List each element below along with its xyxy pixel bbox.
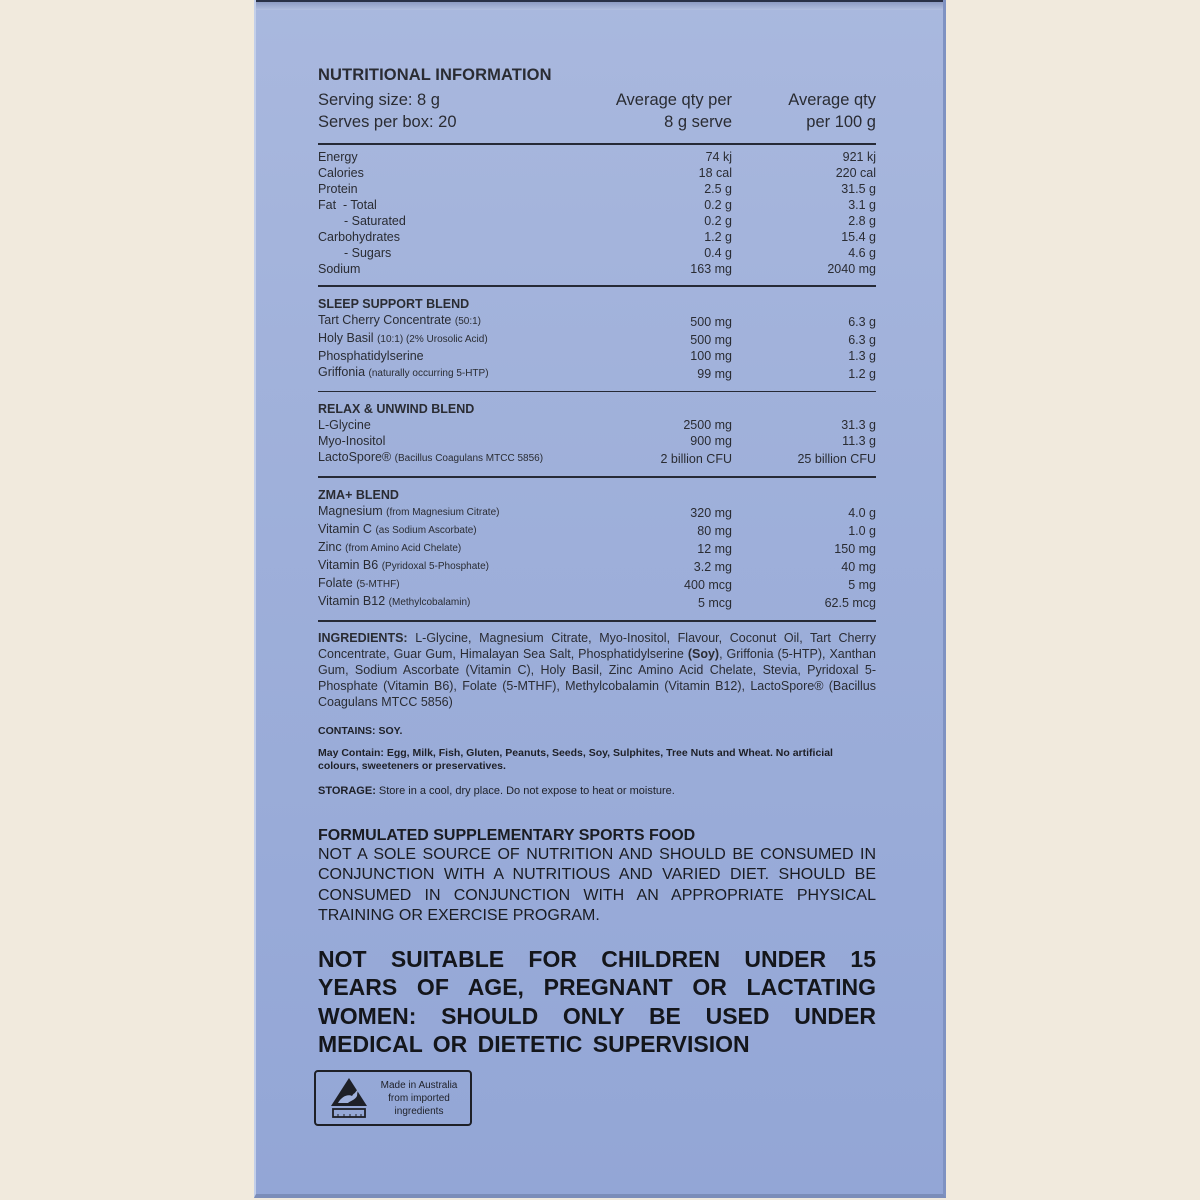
may-contain-allergens: May Contain: Egg, Milk, Fish, Gluten, Peanuts, Seeds, Soy, Sulphites, Tree Nuts and Wheat. No artificial colours, sweeteners or preservatives. — [318, 746, 833, 772]
sleep-blend-table — [318, 312, 876, 382]
per-serve-value: 900 mg — [690, 434, 732, 448]
per-serve-value: 0.4 g — [704, 246, 732, 260]
relax-blend-table — [318, 417, 876, 467]
per-100g-value: 2040 mg — [827, 262, 876, 276]
table-row — [318, 312, 876, 330]
table-row — [318, 557, 876, 575]
ingredient-name: L-Glycine — [318, 418, 371, 432]
zma-blend-table — [318, 503, 876, 611]
nutrient-name: Fat - Total — [318, 198, 377, 212]
table-row — [318, 197, 876, 213]
nutrient-name: Carbohydrates — [318, 230, 400, 244]
per-serve-value: 500 mg — [690, 314, 732, 329]
per-serve-value: 1.2 g — [704, 230, 732, 244]
nutrient-name: Protein — [318, 182, 358, 196]
ingredient-name: Holy Basil (10:1) (2% Urosolic Acid) — [318, 330, 488, 345]
per-100g-value: 31.5 g — [841, 182, 876, 196]
sleep-support-blend — [318, 296, 876, 382]
per-serve-value: 2500 mg — [683, 418, 732, 432]
col-header-per-100g-2: per 100 g — [806, 113, 876, 131]
label-content — [318, 66, 876, 1059]
ingredient-name: Vitamin B12 (Methylcobalamin) — [318, 593, 471, 608]
per-serve-value: 74 kj — [705, 150, 732, 164]
ingredient-name: Magnesium (from Magnesium Citrate) — [318, 503, 500, 518]
ingredient-name: LactoSpore® (Bacillus Coagulans MTCC 5856) — [318, 450, 544, 464]
contains-allergen: CONTAINS: SOY. — [318, 724, 403, 737]
table-row — [318, 593, 876, 611]
table-row — [318, 364, 876, 382]
table-row — [318, 149, 876, 165]
serves-per-box: Serves per box: 20 — [318, 113, 457, 131]
per-100g-value: 40 mg — [841, 559, 876, 574]
col-header-per-serve-2: 8 g serve — [664, 113, 732, 131]
per-serve-value: 163 mg — [690, 262, 732, 276]
table-row — [318, 575, 876, 593]
table-row — [318, 330, 876, 348]
per-100g-value: 1.0 g — [848, 523, 876, 538]
nutrition-table — [318, 149, 876, 277]
per-serve-value: 80 mg — [697, 523, 732, 538]
nutrient-name: Sodium — [318, 262, 361, 276]
ingredient-name: Vitamin B6 (Pyridoxal 5-Phosphate) — [318, 557, 489, 572]
per-100g-value: 6.3 g — [848, 332, 876, 347]
per-100g-value: 921 kj — [842, 150, 876, 164]
table-row — [318, 229, 876, 245]
per-100g-value: 25 billion CFU — [797, 452, 876, 466]
made-in-australia-text: Made in Australia from imported ingredients — [380, 1079, 458, 1117]
nutrient-name: - Sugars — [344, 246, 392, 260]
made-in-australia-badge — [314, 1070, 472, 1126]
per-serve-value: 18 cal — [698, 166, 732, 180]
ingredient-name: Zinc (from Amino Acid Chelate) — [318, 539, 462, 554]
nutrition-title: NUTRITIONAL INFORMATION — [318, 66, 552, 84]
divider — [318, 476, 876, 478]
per-serve-value: 0.2 g — [704, 198, 732, 212]
table-row — [318, 417, 876, 433]
table-row — [318, 433, 876, 449]
ingredients-list: INGREDIENTS: L-Glycine, Magnesium Citrate, Myo-Inositol, Flavour, Coconut Oil, Tart Cherry Concentrate, Guar Gum, Himalayan Sea Salt, Phosphatidylserine (Soy), Griffonia (5-HTP), Xanthan Gum, Sodium Ascorbate (Vitamin C), Holy Basil, Zinc Amino Acid Chelate, Stevia, Pyridoxal 5-Phosphate (Vitamin B6), Folate (5-MTHF), Methylcobalamin (Vitamin B12), LactoSpore® (Bacillus Coagulans MTCC 5856) — [318, 630, 877, 710]
per-100g-value: 3.1 g — [848, 198, 876, 212]
per-serve-value: 500 mg — [690, 332, 732, 347]
ingredient-name: Griffonia (naturally occurring 5-HTP) — [318, 364, 489, 379]
ingredient-name: Vitamin C (as Sodium Ascorbate) — [318, 521, 477, 536]
per-100g-value: 11.3 g — [842, 434, 876, 448]
per-100g-value: 220 cal — [835, 166, 876, 180]
table-row — [318, 181, 876, 197]
divider — [318, 285, 876, 287]
zma-blend — [318, 487, 876, 611]
divider — [318, 391, 876, 393]
warning-statement: NOT SUITABLE FOR CHILDREN UNDER 15 YEARS OF AGE, PREGNANT OR LACTATING WOMEN: SHOULD ONLY BE USED UNDER MEDICAL OR DIETETIC SUPERVISION — [318, 945, 876, 1058]
divider — [318, 143, 876, 145]
storage-instructions: STORAGE: Store in a cool, dry place. Do not expose to heat or moisture. — [318, 784, 675, 797]
per-100g-value: 1.2 g — [848, 366, 876, 381]
nutrient-name: Energy — [318, 150, 358, 164]
col-header-per-100g-1: Average qty — [788, 91, 876, 109]
per-100g-value: 62.5 mcg — [824, 595, 876, 610]
table-row — [318, 503, 876, 521]
per-100g-value: 4.6 g — [848, 246, 876, 260]
table-row — [318, 539, 876, 557]
col-header-per-serve-1: Average qty per — [615, 91, 732, 109]
nutrition-header — [318, 89, 876, 133]
per-100g-value: 31.3 g — [841, 418, 876, 432]
divider — [318, 620, 876, 622]
table-row — [318, 449, 876, 467]
per-100g-value: 4.0 g — [848, 505, 876, 520]
ingredient-name: Phosphatidylserine — [318, 348, 424, 363]
per-serve-value: 12 mg — [697, 541, 732, 556]
nutrient-name: Calories — [318, 166, 364, 180]
per-serve-value: 3.2 mg — [693, 559, 732, 574]
per-serve-value: 2.5 g — [704, 182, 732, 196]
ingredient-name: Myo-Inositol — [318, 434, 386, 448]
nutrient-name: - Saturated — [344, 214, 406, 228]
table-row — [318, 521, 876, 539]
per-100g-value: 150 mg — [834, 541, 876, 556]
serving-size: Serving size: 8 g — [318, 91, 440, 109]
per-100g-value: 2.8 g — [848, 214, 876, 228]
table-row — [318, 165, 876, 181]
sports-food-title: FORMULATED SUPPLEMENTARY SPORTS FOOD — [318, 826, 696, 844]
australian-made-kangaroo-icon — [324, 1074, 374, 1122]
per-serve-value: 99 mg — [697, 366, 732, 381]
per-100g-value: 1.3 g — [848, 348, 876, 363]
per-100g-value: 15.4 g — [841, 230, 876, 244]
per-serve-value: 0.2 g — [704, 214, 732, 228]
per-serve-value: 2 billion CFU — [660, 452, 732, 466]
ingredient-name: Tart Cherry Concentrate (50:1) — [318, 312, 481, 327]
section-title: RELAX & UNWIND BLEND — [318, 402, 475, 416]
relax-unwind-blend — [318, 401, 876, 467]
per-serve-value: 320 mg — [690, 505, 732, 520]
per-100g-value: 6.3 g — [848, 314, 876, 329]
per-serve-value: 400 mcg — [684, 577, 732, 592]
section-title: ZMA+ BLEND — [318, 487, 399, 502]
table-row — [318, 348, 876, 364]
ingredient-name: Folate (5-MTHF) — [318, 575, 400, 590]
per-serve-value: 100 mg — [690, 348, 732, 363]
table-row — [318, 213, 876, 229]
per-serve-value: 5 mcg — [697, 595, 732, 610]
product-box-back-panel — [254, 0, 946, 1198]
per-100g-value: 5 mg — [848, 577, 876, 592]
sports-food-body: NOT A SOLE SOURCE OF NUTRITION AND SHOULD BE CONSUMED IN CONJUNCTION WITH A NUTRITIOUS AND VARIED DIET. SHOULD BE CONSUMED IN CONJUNCTION WITH AN APPROPRIATE PHYSICAL TRAINING OR EXERCISE PROGRAM. — [318, 845, 876, 925]
table-row — [318, 245, 876, 261]
box-top-edge — [256, 0, 943, 10]
table-row — [318, 261, 876, 277]
section-title: SLEEP SUPPORT BLEND — [318, 296, 470, 311]
